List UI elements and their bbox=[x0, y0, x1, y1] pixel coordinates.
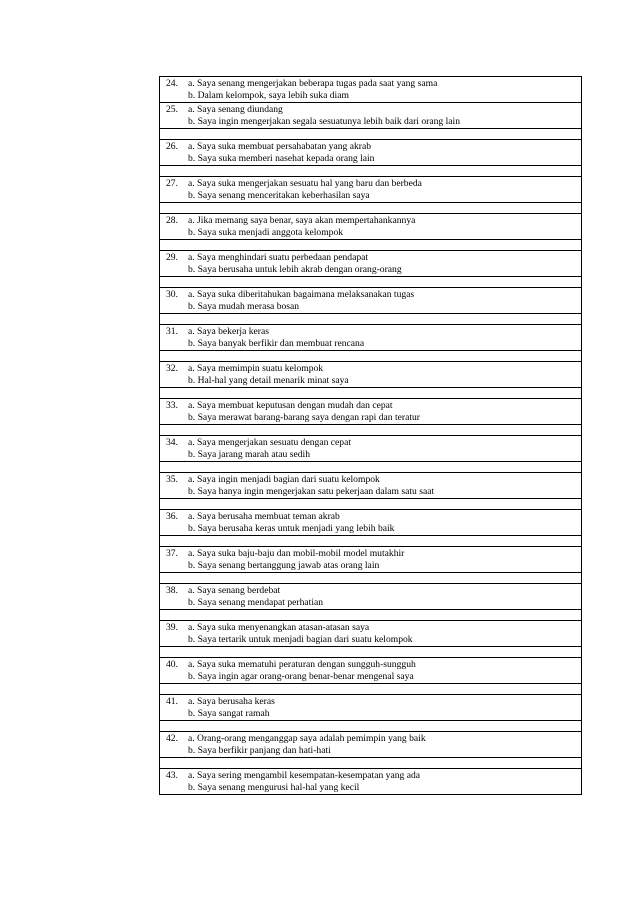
question-row bbox=[160, 510, 582, 536]
option-a-text: a. Saya senang berdebat bbox=[188, 585, 281, 596]
spacer-cell bbox=[160, 462, 582, 473]
spacer-row bbox=[160, 610, 582, 621]
option-b-text: b. Saya hanya ingin mengerjakan satu pekerjaan dalam satu saat bbox=[188, 486, 435, 497]
option-a-line bbox=[166, 141, 581, 153]
option-a-text: a. Saya ingin menjadi bagian dari suatu kelompok bbox=[188, 474, 380, 485]
question-cell bbox=[160, 214, 582, 240]
option-b-text: b. Saya suka menjadi anggota kelompok bbox=[188, 227, 344, 238]
option-a-text: a. Saya suka diberitahukan bagaimana melaksanakan tugas bbox=[188, 289, 415, 300]
spacer-cell bbox=[160, 573, 582, 584]
option-a-text: a. Saya suka membuat persahabatan yang akrab bbox=[188, 141, 372, 152]
option-a-text: a. Jika memang saya benar, saya akan mempertahankannya bbox=[188, 215, 416, 226]
question-cell bbox=[160, 695, 582, 721]
option-a-text: a. Saya berusaha keras bbox=[188, 696, 275, 707]
option-b-text: b. Saya tertarik untuk menjadi bagian dari suatu kelompok bbox=[188, 634, 413, 645]
question-number: 25. bbox=[166, 104, 178, 115]
question-number: 29. bbox=[166, 252, 178, 263]
option-a-text: a. Saya suka baju-baju dan mobil-mobil model mutakhir bbox=[188, 548, 405, 559]
spacer-cell bbox=[160, 240, 582, 251]
option-a-text: a. Saya mengerjakan sesuatu dengan cepat bbox=[188, 437, 352, 448]
question-row bbox=[160, 621, 582, 647]
option-b-text: b. Saya sangat ramah bbox=[188, 708, 270, 719]
question-cell bbox=[160, 658, 582, 684]
question-row bbox=[160, 288, 582, 314]
question-content bbox=[160, 473, 581, 498]
question-cell bbox=[160, 362, 582, 388]
question-row bbox=[160, 436, 582, 462]
spacer-row bbox=[160, 721, 582, 732]
option-b-text: b. Hal-hal yang detail menarik minat saya bbox=[188, 375, 349, 386]
spacer-cell bbox=[160, 388, 582, 399]
question-cell bbox=[160, 77, 582, 103]
question-content bbox=[160, 658, 581, 683]
spacer-cell bbox=[160, 203, 582, 214]
question-number: 32. bbox=[166, 363, 178, 374]
question-number: 38. bbox=[166, 585, 178, 596]
question-cell bbox=[160, 510, 582, 536]
option-a-line bbox=[166, 78, 581, 90]
question-number: 43. bbox=[166, 770, 178, 781]
option-a-line bbox=[166, 622, 581, 634]
question-content bbox=[160, 732, 581, 757]
option-a-text: a. Saya sering mengambil kesempatan-kesempatan yang ada bbox=[188, 770, 421, 781]
option-b-text: b. Saya berfikir panjang dan hati-hati bbox=[188, 745, 331, 756]
spacer-row bbox=[160, 388, 582, 399]
question-cell bbox=[160, 584, 582, 610]
option-a-text: a. Saya suka mengerjakan sesuatu hal yang baru dan berbeda bbox=[188, 178, 422, 189]
question-row bbox=[160, 177, 582, 203]
question-row bbox=[160, 473, 582, 499]
question-content bbox=[160, 584, 581, 609]
question-number: 36. bbox=[166, 511, 178, 522]
question-content bbox=[160, 510, 581, 535]
question-row bbox=[160, 251, 582, 277]
question-content bbox=[160, 214, 581, 239]
option-a-line bbox=[166, 733, 581, 745]
option-a-text: a. Saya suka mematuhi peraturan dengan sungguh-sungguh bbox=[188, 659, 416, 670]
question-cell bbox=[160, 769, 582, 795]
option-a-text: a. Saya suka menyenangkan atasan-atasan saya bbox=[188, 622, 370, 633]
spacer-row bbox=[160, 499, 582, 510]
question-cell bbox=[160, 251, 582, 277]
question-content bbox=[160, 251, 581, 276]
spacer-row bbox=[160, 573, 582, 584]
question-content bbox=[160, 362, 581, 387]
question-row bbox=[160, 77, 582, 103]
question-row bbox=[160, 214, 582, 240]
question-cell bbox=[160, 177, 582, 203]
option-b-text: b. Saya mudah merasa bosan bbox=[188, 301, 300, 312]
option-b-text: b. Saya berusaha keras untuk menjadi yang lebih baik bbox=[188, 523, 395, 534]
option-a-text: a. Saya senang mengerjakan beberapa tugas pada saat yang sama bbox=[188, 78, 438, 89]
question-number: 39. bbox=[166, 622, 178, 633]
question-content bbox=[160, 140, 581, 165]
spacer-row bbox=[160, 462, 582, 473]
option-a-line bbox=[166, 437, 581, 449]
question-content bbox=[160, 769, 581, 794]
spacer-cell bbox=[160, 351, 582, 362]
spacer-row bbox=[160, 351, 582, 362]
question-row bbox=[160, 399, 582, 425]
spacer-row bbox=[160, 240, 582, 251]
option-a-line bbox=[166, 659, 581, 671]
question-number: 33. bbox=[166, 400, 178, 411]
question-cell bbox=[160, 288, 582, 314]
spacer-row bbox=[160, 129, 582, 140]
spacer-row bbox=[160, 758, 582, 769]
option-a-line bbox=[166, 289, 581, 301]
spacer-row bbox=[160, 203, 582, 214]
question-content bbox=[160, 103, 581, 128]
option-a-line bbox=[166, 252, 581, 264]
spacer-row bbox=[160, 425, 582, 436]
spacer-cell bbox=[160, 277, 582, 288]
question-cell bbox=[160, 732, 582, 758]
question-number: 28. bbox=[166, 215, 178, 226]
option-b-text: b. Saya jarang marah atau sedih bbox=[188, 449, 311, 460]
option-a-line bbox=[166, 511, 581, 523]
question-cell bbox=[160, 621, 582, 647]
option-b-text: b. Saya senang bertanggung jawab atas orang lain bbox=[188, 560, 380, 571]
question-row bbox=[160, 547, 582, 573]
option-a-text: a. Saya berusaha membuat teman akrab bbox=[188, 511, 340, 522]
question-cell bbox=[160, 547, 582, 573]
question-number: 35. bbox=[166, 474, 178, 485]
spacer-cell bbox=[160, 129, 582, 140]
question-number: 26. bbox=[166, 141, 178, 152]
option-a-line bbox=[166, 104, 581, 116]
question-cell bbox=[160, 473, 582, 499]
spacer-cell bbox=[160, 536, 582, 547]
question-number: 40. bbox=[166, 659, 178, 670]
question-number: 37. bbox=[166, 548, 178, 559]
spacer-cell bbox=[160, 610, 582, 621]
spacer-row bbox=[160, 684, 582, 695]
option-b-text: b. Saya senang mendapat perhatian bbox=[188, 597, 324, 608]
option-a-text: a. Saya bekerja keras bbox=[188, 326, 269, 337]
question-number: 41. bbox=[166, 696, 178, 707]
spacer-cell bbox=[160, 166, 582, 177]
question-number: 30. bbox=[166, 289, 178, 300]
option-a-line bbox=[166, 400, 581, 412]
option-a-line bbox=[166, 178, 581, 190]
question-row bbox=[160, 362, 582, 388]
question-cell bbox=[160, 103, 582, 129]
question-number: 31. bbox=[166, 326, 178, 337]
spacer-cell bbox=[160, 758, 582, 769]
option-b-text: b. Dalam kelompok, saya lebih suka diam bbox=[188, 90, 349, 101]
spacer-cell bbox=[160, 684, 582, 695]
option-a-text: a. Orang-orang menganggap saya adalah pemimpin yang baik bbox=[188, 733, 426, 744]
option-a-text: a. Saya senang diundang bbox=[188, 104, 283, 115]
option-a-line bbox=[166, 363, 581, 375]
option-b-text: b. Saya senang menceritakan keberhasilan saya bbox=[188, 190, 370, 201]
option-a-line bbox=[166, 585, 581, 597]
question-row bbox=[160, 140, 582, 166]
question-content bbox=[160, 177, 581, 202]
question-number: 34. bbox=[166, 437, 178, 448]
option-b-text: b. Saya ingin mengerjakan segala sesuatunya lebih baik dari orang lain bbox=[188, 116, 461, 127]
spacer-cell bbox=[160, 425, 582, 436]
option-a-text: a. Saya memimpin suatu kelompok bbox=[188, 363, 324, 374]
question-number: 42. bbox=[166, 733, 178, 744]
option-b-text: b. Saya ingin agar orang-orang benar-benar mengenal saya bbox=[188, 671, 414, 682]
spacer-cell bbox=[160, 314, 582, 325]
question-row bbox=[160, 658, 582, 684]
question-row bbox=[160, 584, 582, 610]
question-content bbox=[160, 436, 581, 461]
option-a-line bbox=[166, 215, 581, 227]
spacer-row bbox=[160, 166, 582, 177]
question-content bbox=[160, 77, 581, 102]
question-row bbox=[160, 769, 582, 795]
question-content bbox=[160, 325, 581, 350]
question-row bbox=[160, 695, 582, 721]
question-content bbox=[160, 288, 581, 313]
questionnaire-body bbox=[160, 77, 582, 795]
option-a-text: a. Saya menghindari suatu perbedaan pendapat bbox=[188, 252, 369, 263]
option-b-text: b. Saya suka memberi nasehat kepada orang lain bbox=[188, 153, 375, 164]
question-content bbox=[160, 621, 581, 646]
question-row bbox=[160, 103, 582, 129]
question-cell bbox=[160, 436, 582, 462]
spacer-cell bbox=[160, 499, 582, 510]
question-row bbox=[160, 325, 582, 351]
question-content bbox=[160, 547, 581, 572]
question-number: 24. bbox=[166, 78, 178, 89]
spacer-row bbox=[160, 536, 582, 547]
spacer-row bbox=[160, 647, 582, 658]
spacer-cell bbox=[160, 647, 582, 658]
option-a-line bbox=[166, 474, 581, 486]
questionnaire-table bbox=[159, 76, 582, 795]
spacer-row bbox=[160, 277, 582, 288]
option-a-line bbox=[166, 548, 581, 560]
option-a-line bbox=[166, 696, 581, 708]
question-cell bbox=[160, 140, 582, 166]
spacer-cell bbox=[160, 721, 582, 732]
spacer-row bbox=[160, 314, 582, 325]
option-a-text: a. Saya membuat keputusan dengan mudah dan cepat bbox=[188, 400, 393, 411]
question-content bbox=[160, 695, 581, 720]
option-a-line bbox=[166, 770, 581, 782]
option-b-text: b. Saya berusaha untuk lebih akrab dengan orang-orang bbox=[188, 264, 402, 275]
question-row bbox=[160, 732, 582, 758]
option-b-text: b. Saya merawat barang-barang saya dengan rapi dan teratur bbox=[188, 412, 421, 423]
question-cell bbox=[160, 325, 582, 351]
question-content bbox=[160, 399, 581, 424]
option-a-line bbox=[166, 326, 581, 338]
question-cell bbox=[160, 399, 582, 425]
option-b-text: b. Saya banyak berfikir dan membuat rencana bbox=[188, 338, 365, 349]
option-b-text: b. Saya senang mengurusi hal-hal yang kecil bbox=[188, 782, 360, 793]
question-number: 27. bbox=[166, 178, 178, 189]
